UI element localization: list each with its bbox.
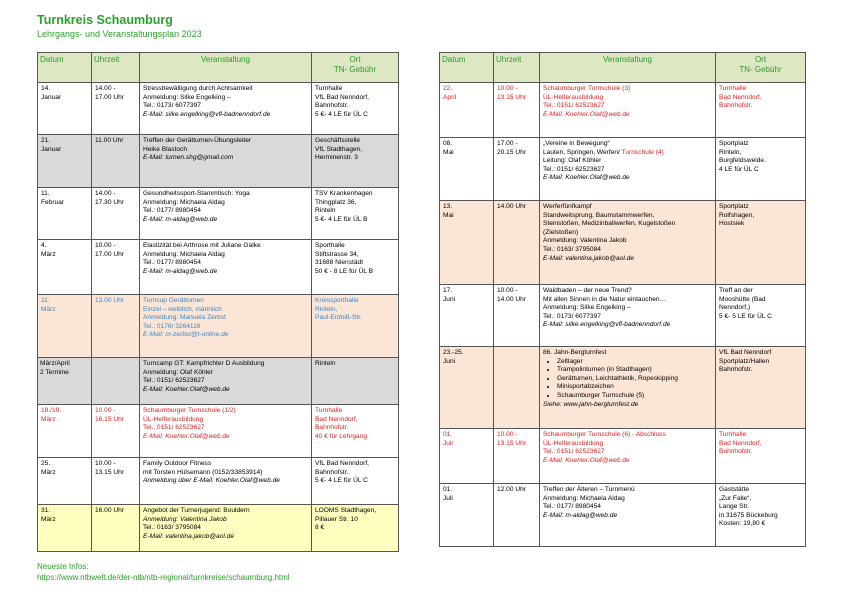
event-date: 11. März bbox=[38, 295, 92, 358]
col-header-uhrzeit: Uhrzeit bbox=[92, 53, 140, 83]
event-email: E-Mail: turnen.shg@gmail.com bbox=[143, 154, 234, 162]
event-email: E-Mail: m-zerbst@t-online.de bbox=[143, 331, 229, 339]
event-email: E-Mail: Koehler.Olaf@web.de bbox=[543, 174, 630, 182]
event-description: Schaumburger Turnschule (6) - Abschluss ÜL-Helferausbildung Tel.: 0151/ 62523627 E-Mail: Koehler.Olaf@web.de bbox=[540, 429, 716, 484]
event-email: E-Mail: Koehler.Olaf@web.de bbox=[543, 456, 630, 464]
col-header-veranstaltung: Veranstaltung bbox=[140, 53, 312, 83]
table-row bbox=[440, 285, 806, 347]
event-location: TSV Krankenhagen Thingplatz 36, Rinteln 5 €- 4 LE für ÜL B bbox=[312, 188, 399, 240]
event-location: Treff an der Mooshütte (Bad Nenndorf,) 5 €- 5 LE für ÜL C bbox=[716, 285, 806, 347]
table-row bbox=[38, 505, 399, 552]
event-location: Rinteln bbox=[312, 358, 399, 405]
event-location: Turnhalle VfL Bad Nenndorf, Bahnhofstr. 5 €- 4 LE für ÜL C bbox=[312, 83, 399, 135]
event-date: 01. Juli bbox=[440, 429, 494, 484]
event-location: Sporthalle Stiftstrasse 34, 31688 Nienstädt 50 € - 8 LE für ÜL B bbox=[312, 240, 399, 295]
event-description: Family Outdoor Fitness mit Torsten Hülsemann (0152/33853914) Anmeldung über E-Mail: Koehler.Olaf@web.de bbox=[140, 458, 312, 505]
event-location: Gaststätte „Zur Falle“, Lange Str. in 31675 Bückeburg Kosten: 19,80 € bbox=[716, 484, 806, 547]
event-date: 11. Februar bbox=[38, 188, 92, 240]
event-time bbox=[494, 347, 540, 429]
event-location: Turnhalle Bad Nenndorf, Bahnhofstr. bbox=[716, 429, 806, 484]
event-location: Geschäftsstelle VfL Stadthagen, Herminenstr. 3 bbox=[312, 135, 399, 188]
event-date: 25. März bbox=[38, 458, 92, 505]
event-email: E-Mail: Koehler.Olaf@web.de bbox=[143, 385, 230, 393]
event-description: Turncup Gerätturnen Einzel – weiblich, männlich Anmeldung: Manuela Zerbst Tel.: 0176/ 3264116 E-Mail: m-zerbst@t-online.de bbox=[140, 295, 312, 358]
list-item: • Schaumburger Turnschule (5) bbox=[557, 392, 712, 401]
table-row bbox=[38, 405, 399, 458]
table-row bbox=[440, 347, 806, 429]
table-row bbox=[440, 429, 806, 484]
col-header-veranstaltung: Veranstaltung bbox=[540, 53, 716, 83]
event-time: 10.00 - 13.15 Uhr bbox=[92, 458, 140, 505]
event-email: Siehe: www.jahn-bergturnfest.de bbox=[543, 400, 639, 408]
event-description: Schaumburger Turnschule (3) ÜL-Helferausbildung Tel.: 0151/ 62523627 E-Mail: Koehler.Olaf@web.de bbox=[540, 83, 716, 138]
footer-link[interactable]: https://www.ntbwelt.de/der-ntb/ntb-regional/turnkreise/schaumburg.html bbox=[37, 573, 290, 582]
event-location: VfL Bad Nenndorf Sportplatz/Hallen Bahnhofstr. bbox=[716, 347, 806, 429]
event-time: 10.00 - 16.15 Uhr bbox=[92, 405, 140, 458]
event-location: Turnhalle Bad Nenndorf, Bahnhofstr. bbox=[716, 83, 806, 138]
event-date: 13. Mai bbox=[440, 201, 494, 285]
event-time: 16.00 Uhr bbox=[92, 505, 140, 552]
event-time: 10.00 - 17.00 Uhr bbox=[92, 240, 140, 295]
table-row bbox=[440, 138, 806, 201]
list-item: • Minisportabzeichen bbox=[557, 383, 712, 392]
event-email: E-Mail: valentina.jakob@aol.de bbox=[543, 254, 634, 262]
event-email: E-Mail: Koehler.Olaf@web.de bbox=[143, 432, 230, 440]
event-date: 22. April bbox=[440, 83, 494, 138]
event-location: VfL Bad Nenndorf, Bahnhofstr. 5 €- 4 LE für ÜL C bbox=[312, 458, 399, 505]
table-row bbox=[38, 135, 399, 188]
list-item: • Zeltlager bbox=[557, 358, 712, 367]
table-row bbox=[440, 83, 806, 138]
event-time: 17.00 - 20.15 Uhr bbox=[494, 138, 540, 201]
event-location: Sportplatz Rolfshagen, Hostsiek bbox=[716, 201, 806, 285]
list-item: • Gerätturnen, Leichtathletik, Ropeskipping bbox=[557, 375, 712, 384]
event-date: 01. Juli bbox=[440, 484, 494, 547]
bullet-list bbox=[543, 358, 712, 401]
event-description: Angebot der Turnerjugend: Bouldern Anmeldung: Valentina Jakob Tel.: 0163/ 3795084 E-Mail: valentina.jakob@aol.de bbox=[140, 505, 312, 552]
col-header-ort: Ort TN- Gebühr bbox=[716, 53, 806, 83]
col-header-ort: Ort TN- Gebühr bbox=[312, 53, 399, 83]
event-time: 10.00 - 13.15 Uhr bbox=[494, 83, 540, 138]
event-email: Anmeldung über E-Mail: Koehler.Olaf@web.de bbox=[143, 477, 280, 485]
event-time: 14.00 - 17.00 Uhr bbox=[92, 83, 140, 135]
event-email: E-Mail: Koehler.Olaf@web.de bbox=[543, 110, 630, 118]
table-row bbox=[38, 458, 399, 505]
event-date: 17. Juni bbox=[440, 285, 494, 347]
table-row bbox=[38, 358, 399, 405]
event-location: LOOMS Stadthagen, Pillauer Str. 10 8 € bbox=[312, 505, 399, 552]
event-description: Stressbewältigung durch Achtsamkeit Anmeldung: Silke Engelking – Tel.: 0173/ 6077397 E-Mail: silke.engelking@vfl-badnenndorf.de bbox=[140, 83, 312, 135]
page-title: Turnkreis Schaumburg bbox=[37, 13, 173, 27]
event-description: Treffen der Älteren – Turnmenü Anmeldung: Michaela Aldag Tel.: 0177/ 8980454 E-Mail: m-aldag@web.de bbox=[540, 484, 716, 547]
event-description: Werferfünfkampf Standweitsprung, Baumstammwerfen, Steinstoßen, Medizinballwerfen, Kugelstoßen (Zielstoßen) Anmeldung: Valentina Jakob Tel.: 0163/ 3795084 E-Mail: valentina.jakob@aol.de bbox=[540, 201, 716, 285]
schedule-table-right bbox=[439, 52, 806, 547]
col-header-datum: Datum bbox=[440, 53, 494, 83]
event-time bbox=[92, 358, 140, 405]
event-date: 21. Januar bbox=[38, 135, 92, 188]
table-row bbox=[38, 295, 399, 358]
event-email: E-Mail: silke.engelking@vfl-badnenndorf.de bbox=[543, 321, 671, 329]
col-header-datum: Datum bbox=[38, 53, 92, 83]
event-description: Waldbaden – der neue Trend? Mit allen Sinnen in die Natur eintauchen… Anmeldung: Silke Engelking – Tel.: 0173/ 6077397 E-Mail: silke.engelking@vfl-badnenndorf.de bbox=[540, 285, 716, 347]
event-date: 23.-25. Juni bbox=[440, 347, 494, 429]
event-email: E-Mail: m-aldag@web.de bbox=[143, 267, 218, 275]
event-location: Kreissporthalle Rinteln, Paul-Erdniß-Str. bbox=[312, 295, 399, 358]
event-date: 18./19. März bbox=[38, 405, 92, 458]
event-location: Sportplatz Rinteln, Burgfeldsweide. 4 LE für ÜL C bbox=[716, 138, 806, 201]
event-time: 10.00 - 14.00 Uhr bbox=[494, 285, 540, 347]
event-description: 86. Jahn-Bergturnfest • Zeltlager • Trampolinturnen (in Stadthagen) • Gerätturnen, Leichtathletik, Ropeskipping • Minisportabzeichen • Schaumburger Turnschule (5) Siehe: www.jahn-bergturnfest.de bbox=[540, 347, 716, 429]
event-date: 31. März bbox=[38, 505, 92, 552]
event-time: 13.00 Uhr bbox=[92, 295, 140, 358]
table-row bbox=[38, 240, 399, 295]
schedule-table-left bbox=[37, 52, 399, 552]
event-email: E-Mail: m-aldag@web.de bbox=[543, 511, 618, 519]
table-row bbox=[38, 188, 399, 240]
event-description: Schaumburger Turnschule (1/2) ÜL-Helferausbildung Tel.: 0151/ 62523627 E-Mail: Koehler.Olaf@web.de bbox=[140, 405, 312, 458]
event-description: Turncamp GT: Kampfrichter D Ausbildung Anmeldung: Olaf Köhler Tel.: 0151/ 62523627 E-Mail: Koehler.Olaf@web.de bbox=[140, 358, 312, 405]
event-time: 12.00 Uhr bbox=[494, 484, 540, 547]
event-time: 10.00 - 13.15 Uhr bbox=[494, 429, 540, 484]
event-description: Gesundheitssport-Stammtisch: Yoga Anmeldung: Michaela Aldag Tel.: 0177/ 8980454 E-Mail: m-aldag@web.de bbox=[140, 188, 312, 240]
table-row bbox=[38, 83, 399, 135]
col-header-uhrzeit: Uhrzeit bbox=[494, 53, 540, 83]
list-item: • Trampolinturnen (in Stadthagen) bbox=[557, 366, 712, 375]
event-email: E-Mail: m-aldag@web.de bbox=[143, 215, 218, 223]
event-date: 14. Januar bbox=[38, 83, 92, 135]
table-row bbox=[440, 201, 806, 285]
event-email: E-Mail: silke.engelking@vfl-badnenndorf.de bbox=[143, 110, 271, 118]
event-location: Turnhalle Bad Nenndorf, Bahnhofstr. 40 € für Lehrgang bbox=[312, 405, 399, 458]
page-subtitle: Lehrgangs- und Veranstaltungsplan 2023 bbox=[37, 29, 202, 39]
event-description: Treffen der Gerätturnen-Übungsleiter Heike Blastoch E-Mail: turnen.shg@gmail.com bbox=[140, 135, 312, 188]
footer-label: Neueste Infos: bbox=[37, 562, 89, 571]
event-email: E-Mail: valentina.jakob@aol.de bbox=[143, 532, 234, 540]
event-time: 11.00 Uhr bbox=[92, 135, 140, 188]
event-date: 4. März bbox=[38, 240, 92, 295]
table-row bbox=[440, 484, 806, 547]
event-description: „Vereine in Bewegung“ Lauten, Springen, Werfen/ Turnschule (4) Leitung: Olaf Köhler Tel.: 0151/ 62523627 E-Mail: Koehler.Olaf@web.de bbox=[540, 138, 716, 201]
event-time: 14.00 Uhr bbox=[494, 201, 540, 285]
event-time: 14.00 - 17.30 Uhr bbox=[92, 188, 140, 240]
event-date: März/April 2 Termine bbox=[38, 358, 92, 405]
event-date: 08. Mai bbox=[440, 138, 494, 201]
event-description: Elastizität bei Arthrose mit Juliane Galke Anmeldung: Michaela Aldag Tel.: 0177/ 8980454 E-Mail: m-aldag@web.de bbox=[140, 240, 312, 295]
